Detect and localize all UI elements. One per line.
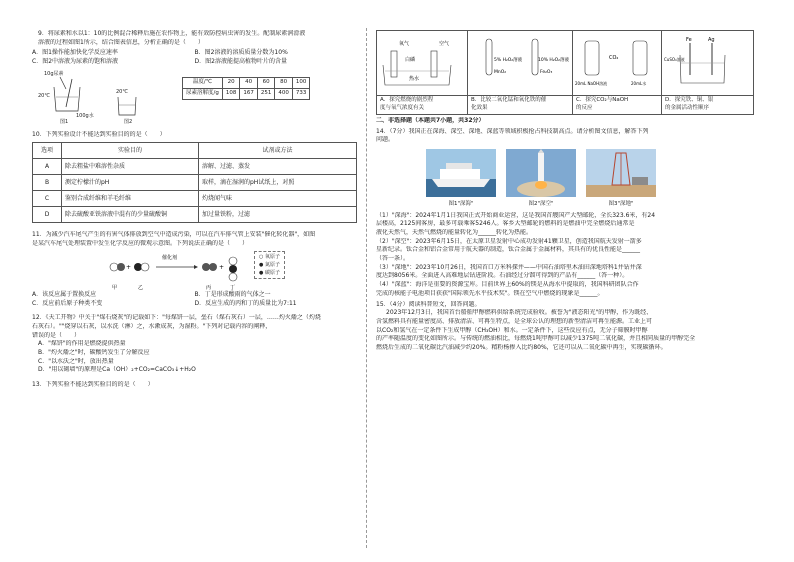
q14-photo-1 xyxy=(426,149,496,209)
q13-fig-c-svg xyxy=(573,31,661,91)
q14-p4-line2: 完成的核能子电池项目获获"国际领先水平技术奖"。镁在空气中燃烧的现象是______。 xyxy=(376,289,604,297)
table-cell: 251 xyxy=(257,88,275,99)
q11-diagram xyxy=(32,249,357,291)
table-cell: 20 xyxy=(222,77,240,88)
q15-line-1: 2023年12月3日，我国首台船舶甲醇燃料供给系统完成验收。被誉为"液态阳光"的甲醇，作为既经、 xyxy=(386,309,653,317)
q9-stem-1: 9．将尿素和水以1：10的比例混合稀释后施在农作物上，能有效防控病虫害的发生。配制尿素润滑液 xyxy=(38,30,306,37)
legend-carbon: ● 碳原子 xyxy=(259,269,280,276)
q9-fig2-temp: 20℃ xyxy=(116,88,128,95)
q14-caption-1: 图1"深海" xyxy=(448,200,474,207)
legend-nitrogen: ● 氮原子 xyxy=(259,261,280,268)
q11-label-yi: 乙 xyxy=(138,284,144,291)
q11-option-c: C．反应前后原子种类不变 xyxy=(32,299,103,307)
table-cell: 除去硫酸亚铁溶液中混有的少量硫酸铜 xyxy=(62,207,199,223)
table-cell: C xyxy=(33,191,62,207)
q9-solubility-table xyxy=(182,77,310,100)
svg-text:MnO₂: MnO₂ xyxy=(494,70,507,75)
q13-option-b: B．比较二氧化锰和氧化铁的催 化效果 xyxy=(468,95,573,114)
q11-stem-1: 11．为减少汽车尾气产生的有害气体排放到空气中造成污染，可以在汽车排气管上安装"催化转化器"，如图 xyxy=(32,231,316,239)
q13-fig-b xyxy=(468,31,573,96)
q13-option-a: A．探究燃烧的剧烈程 度与氧气浓度有关 xyxy=(377,95,468,114)
q14-p4-line1: （4）"深蓝"：海洋是重要的资源宝库。目前世界上60%的镁是从海水中提取的，我国科研团队合作 xyxy=(376,281,639,289)
question-10 xyxy=(32,131,357,224)
table-cell: A xyxy=(33,159,62,175)
question-11 xyxy=(32,231,357,308)
svg-text:空气: 空气 xyxy=(439,41,450,47)
q9-beaker-figures xyxy=(32,67,162,127)
table-cell: 167 xyxy=(240,88,258,99)
q12-stem-3: 错误的是（ ） xyxy=(32,331,81,339)
table-cell: 733 xyxy=(292,88,310,99)
table-cell: 加过量铁粉，过滤 xyxy=(199,207,357,223)
q13-fig-d-svg xyxy=(662,31,752,91)
q12-option-d: D．"用以砌墙"的原理是Ca（OH）₂+CO₂=CaCO₃↓+H₂O xyxy=(38,366,196,374)
q9-stem-2: 溶液的过程如图1所示，结合图表信息，分析正确的是（ ） xyxy=(38,38,204,46)
svg-text:5% H₂O₂溶液: 5% H₂O₂溶液 xyxy=(494,58,523,63)
section-2-title: 二、非选择题（本题共7小题，共32分） xyxy=(376,116,485,124)
q12-option-a: A．"煤饼"的作用是燃烧提供热量 xyxy=(38,340,126,348)
svg-text:+: + xyxy=(126,263,132,271)
svg-text:+: + xyxy=(219,263,225,271)
q11-legend xyxy=(254,251,285,279)
q9-option-c: C．图2中溶液为尿素的饱和溶液 xyxy=(32,58,119,66)
q15-line-4: 的产率随温度的变化如图所示。与传统的燃油相比，每燃烧1吨甲醇可以减少1375吨二氧化碳，并且相同质量的甲醇完全 xyxy=(376,335,696,343)
q14-p2-line3: （答一条）。 xyxy=(376,255,410,263)
q12-stem-2: 石灰石）。""烧穿以石灰，以水洗（淋）之，水漱成灰，为湿粉。"下列对记载内容的阐释， xyxy=(32,322,272,330)
q13-options-table xyxy=(376,30,754,115)
svg-text:20mL水: 20mL水 xyxy=(631,81,647,86)
table-cell: 取样，滴在湿润的pH试纸上，对照 xyxy=(199,175,357,191)
table-cell: 测定柠檬汁的pH xyxy=(62,175,199,191)
q12-stem-1: 12．《天工开物》中关于"煤石烧灰"的记载如下："每煤饼一层，垒石（煤石灰石）一层，……灼火燔之（灼烧 xyxy=(32,314,321,322)
q14-stem-2: 问题。 xyxy=(376,136,395,144)
q15-line-2: 含氢燃料具有能量密度高、排放清洁、可再生特点，是全球公认的理想的新型清洁可再生能源。工业上可 xyxy=(376,317,653,325)
table-row xyxy=(33,207,357,223)
q13-fig-a-svg xyxy=(377,31,467,91)
q9-fig1-top-label: 10g尿素 xyxy=(44,70,64,77)
q14-stem-1: 14．（7分）我国正在深海、深空、深地、深蓝等领域积极抢占科技制高点。请分析图文信息，解答下列 xyxy=(376,127,649,135)
question-12 xyxy=(32,314,357,375)
q15-line-5: 燃烧后生成的二氧化碳比汽油减少约20%。精粉杨掺入比约80%，它还可以从二氧化碳中再生，实现碳循环。 xyxy=(376,343,667,351)
table-cell: 80 xyxy=(275,77,293,88)
left-column xyxy=(32,30,357,390)
table-cell: 40 xyxy=(240,77,258,88)
q11-option-d: D．反应生成的丙和丁的质量比为7:11 xyxy=(194,299,297,307)
table-row xyxy=(33,175,357,191)
table-cell: 鉴别合成纤维和羊毛纤维 xyxy=(62,191,199,207)
q14-p1-line2: 层楼高，2125间客房，最多可载乘客5246人。客乡大型邮轮的燃料的是燃油中完全燃烧后通常是 xyxy=(376,220,635,228)
q13-fig-b-svg xyxy=(468,31,572,91)
table-cell: 60 xyxy=(257,77,275,88)
q11-option-b: B．丁是形成酸雨的气体之一 xyxy=(194,290,271,298)
table-cell: D xyxy=(33,207,62,223)
rocket-launch-image xyxy=(506,149,576,197)
svg-text:Ag: Ag xyxy=(708,37,715,43)
table-header: 选项 xyxy=(33,143,62,159)
q9-fig2-caption: 图2 xyxy=(124,118,133,125)
q14-photo-2 xyxy=(506,149,576,209)
table-row xyxy=(33,191,357,207)
q15-line-3: 以CO₂和氢气在一定条件下生成甲醇（CH₃OH）和水。一定条件下，这些反应有点，无分子筛膜时甲醇 xyxy=(376,326,648,334)
table-cell: 灼烧闻气味 xyxy=(199,191,357,207)
q13-stem: 13．下列实验不能达到实验目的的是（ ） xyxy=(32,381,154,388)
table-cell: 除去粗盐中难溶性杂质 xyxy=(62,159,199,175)
q11-stem-2: 是某汽车尾气处理装置中发生化学反应的微观示意图。下列说法正确的是（ ） xyxy=(32,240,249,248)
table-header: 试剂或方法 xyxy=(199,143,357,159)
table-cell: 温度/℃ xyxy=(183,77,223,88)
drilling-rig-image xyxy=(586,149,656,197)
q14-caption-3: 图3"深地" xyxy=(608,200,634,207)
table-cell: 尿素溶解度/g xyxy=(183,88,223,99)
table-cell: 400 xyxy=(275,88,293,99)
q14-caption-2: 图2"深空" xyxy=(528,200,554,207)
q12-option-c: C．"以水沃之"时，放出热量 xyxy=(38,357,114,365)
table-header: 实验目的 xyxy=(62,143,199,159)
q14-photos xyxy=(426,149,754,209)
svg-text:白磷: 白磷 xyxy=(405,57,416,63)
q11-catalyst-label: 催化剂 xyxy=(162,254,178,261)
question-15 xyxy=(376,301,754,353)
table-cell: B xyxy=(33,175,62,191)
q14-p1-line1: （1）"深海"：2024年1月1日我国正式开始商业运营，这是我国首艘国产大型邮轮，全长323.6米，有24 xyxy=(376,211,656,219)
q10-stem: 10．下列实验设计不能达到实验目的的是（ ） xyxy=(32,130,166,138)
q9-fig1-caption: 图1 xyxy=(60,118,69,125)
q9-option-d: D．图2溶液能提高植物叶片的含量 xyxy=(194,58,287,66)
cruise-ship-image xyxy=(426,149,496,197)
q11-label-jia: 甲 xyxy=(112,284,118,291)
q14-p1-line3: 液化天然气，天然气燃烧的能量转化为______转化为热能。 xyxy=(376,229,533,236)
q14-p3-line2: 度达到8056米。全面进入高难地层钻进阶段。石油经过分馏可得到的产品有______（答一种）。 xyxy=(376,272,629,280)
question-14 xyxy=(376,128,754,299)
q9-fig1-water: 100g水 xyxy=(76,112,94,119)
legend-oxygen: ○ 氧原子 xyxy=(259,253,280,260)
right-column xyxy=(376,30,754,353)
q11-option-a: A．该反应属于置换反应 xyxy=(32,290,97,298)
q12-option-b: B．"灼火燔之"时，碳酸钙发生了分解反应 xyxy=(38,348,150,356)
table-cell: 溶解、过滤、蒸发 xyxy=(199,159,357,175)
q14-p2-line2: 星新纪录。钛合金和铝合金常用于航天器的制造，钛合金属于金属材料，其具有的优良性能是______ xyxy=(376,246,641,254)
table-cell: 100 xyxy=(292,77,310,88)
q14-p2-line1: （2）"深空"：2023年6月15日，在太原卫星发射中心成功发射41颗卫星，创造我国航天发射一箭多 xyxy=(376,237,642,245)
q9-figure-area xyxy=(32,67,357,127)
svg-text:20mL NaOH溶液: 20mL NaOH溶液 xyxy=(575,81,608,86)
q15-stem: 15．（4分）阅读科普短文，回答问题。 xyxy=(376,300,481,308)
q13-fig-a xyxy=(377,31,468,96)
table-row xyxy=(33,159,357,175)
q9-option-a: A．图1操作能加快化学反应速率 xyxy=(32,49,118,57)
svg-text:氧气: 氧气 xyxy=(399,41,410,47)
q13-fig-d xyxy=(662,31,754,96)
svg-text:CO₂: CO₂ xyxy=(609,55,619,61)
svg-text:10% H₂O₂溶液: 10% H₂O₂溶液 xyxy=(538,58,569,63)
table-cell: 108 xyxy=(222,88,240,99)
q13-option-d: D．探究铁、铜、银 的金属活动性顺序 xyxy=(662,95,754,114)
q11-label-ding: 丁 xyxy=(230,284,236,291)
q11-label-bing: 丙 xyxy=(206,284,212,291)
svg-text:热水: 热水 xyxy=(409,76,420,82)
svg-text:CuSO₄溶液: CuSO₄溶液 xyxy=(664,57,685,62)
q14-photo-3 xyxy=(586,149,656,209)
q10-table xyxy=(32,142,357,223)
q9-option-b: B．图2溶液的溶质质量分数为10% xyxy=(194,49,288,57)
svg-text:Fe: Fe xyxy=(686,37,692,43)
column-divider xyxy=(366,28,367,548)
q13-option-c: C．探究CO₂与NaOH 的反应 xyxy=(573,95,662,114)
q14-p3-line1: （3）"深地"：2023年10月26日，我国首口万米科探井——中国石油塔里木油田深地塔科1井钻井深 xyxy=(376,263,642,271)
svg-text:Fe₂O₃: Fe₂O₃ xyxy=(540,70,553,75)
q9-fig1-temp: 20℃ xyxy=(38,92,50,99)
q13-fig-c xyxy=(573,31,662,96)
question-9 xyxy=(32,30,357,127)
